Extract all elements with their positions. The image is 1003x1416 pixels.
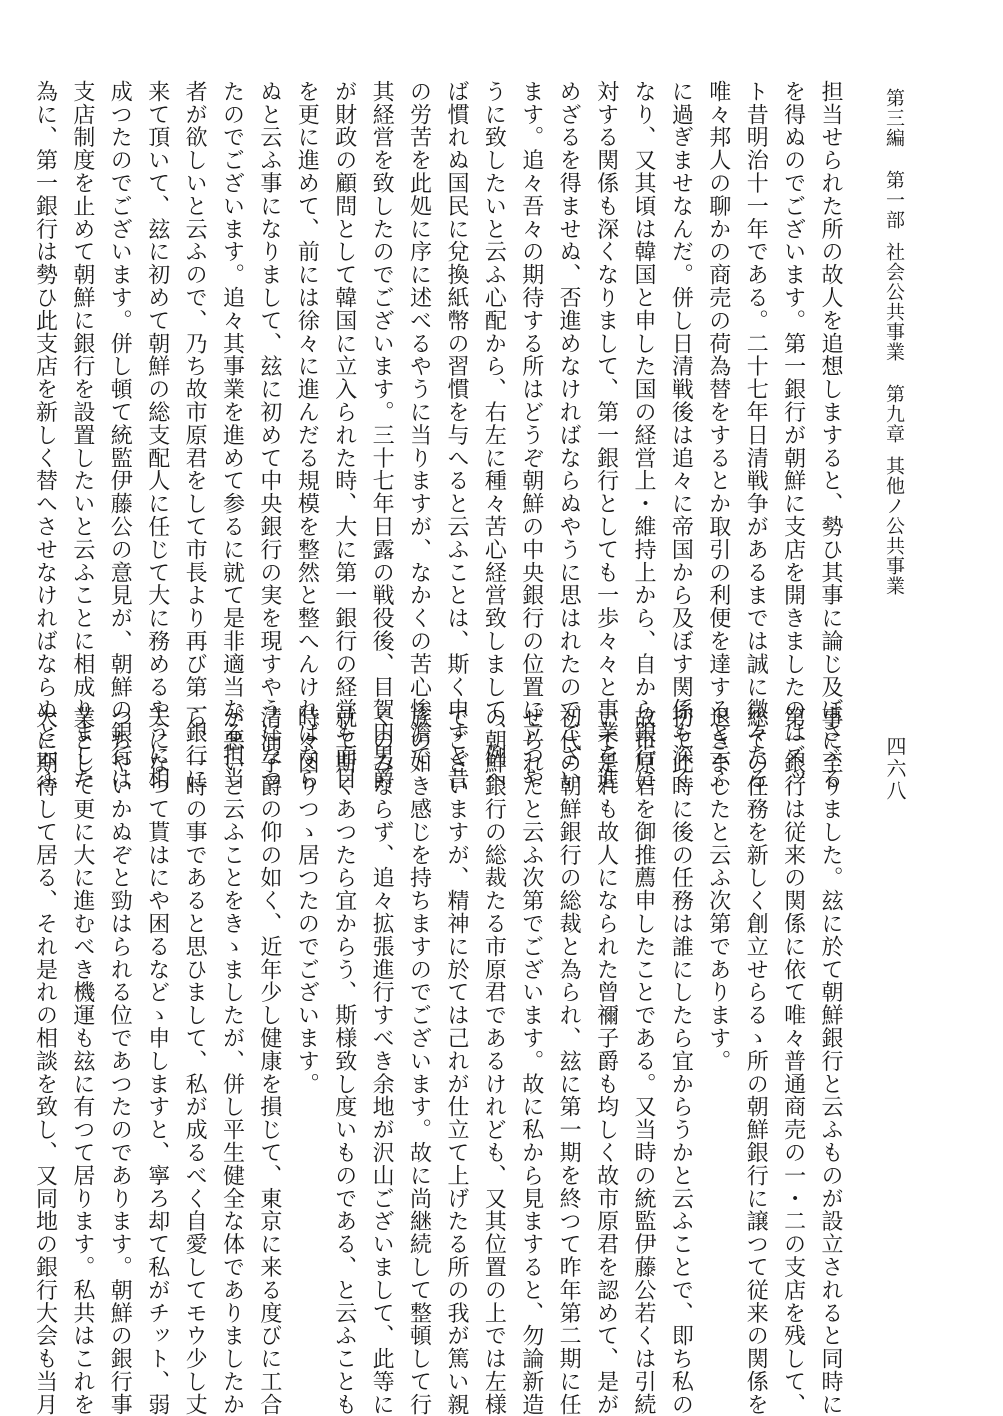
header-section-title: 社会公共事業: [883, 242, 905, 362]
text-column: ます。追々吾々の期待する所はどうぞ朝鮮の中央銀行の位置に立つや: [518, 80, 544, 790]
upper-text-block: [32, 80, 849, 790]
text-column: つちやいかぬぞと勁はられる位であつたのであります。朝鮮の銀行事: [107, 706, 133, 1416]
text-column: 為に、第一銀行は勢ひ此支店を新しく替へさせなければならぬと云ふ: [32, 80, 58, 790]
text-column: 担当せられた所の故人を追想しますると、勢ひ其事に論じ及ぼさゞる: [818, 80, 843, 790]
running-header: [880, 88, 908, 688]
text-column: 族の如き感じを持ちますのでございます。故に尚継続して整頓して行: [406, 706, 432, 1416]
header-chapter: 第九章: [883, 384, 905, 444]
text-column: 故市原君を御推薦申したことである。又当時の統監伊藤公若くは引続: [630, 706, 656, 1416]
text-column: 清浦子爵の仰の如く、近年少し健康を損じて、東京に来る度びに工合: [256, 706, 282, 1416]
text-column: 扨て此時に後の任務は誰にしたら宜からうかと云ふことで、即ち私の: [668, 706, 694, 1416]
text-column: 総ての任務を新しく創立せらるゝ所の朝鮮銀行に譲つて従来の関係を: [743, 706, 769, 1416]
text-column: を更に進めて、前には徐々に進んだる規模を整然と整へんければなら: [294, 80, 320, 790]
text-column: ば慣れぬ国民に兌換紙幣の習慣を与へると云ふことは、斯く申すと昔: [443, 80, 469, 790]
header-section: 第一部: [883, 170, 905, 230]
text-column: に過ぎませなんだ。併し日清戦後は追々に帝国から及ぼす関係も深く: [668, 80, 694, 790]
text-column: たのでございます。追々其事業を進めて参るに就て是非適当なる担当: [219, 80, 245, 790]
text-column: 者が欲しいと云ふので、乃ち故市原君をして市長より再び第一銀行に: [182, 80, 208, 790]
text-column: 退きましたと云ふ次第であります。: [705, 706, 731, 1073]
text-column: 支店制度を止めて朝鮮に銀行を設置したいと云ふことに相成りました: [69, 80, 95, 790]
text-column: 就て斯くあつたら宜からう、斯様致し度いものである、と云ふことも: [331, 706, 357, 1416]
text-column: 初代の朝鮮銀行の総裁と為られ、玆に第一期を終つて昨年第二期に任: [556, 706, 582, 1416]
text-column: が財政の顧問として韓国に立入られた時、大に第一銀行の経営も面目: [331, 80, 357, 790]
text-column: めざるを得ませぬ、否進めなければならぬやうに思はれたのでござい: [556, 80, 582, 790]
text-column: 成つたのでございます。併し頓て統監伊藤公の意見が、朝鮮の銀行は: [107, 80, 133, 790]
text-column: 対する関係も深くなりまして、第一銀行としても一歩々々と事業を進: [593, 80, 619, 790]
text-column: ぜられたと云ふ次第でございます。故に私から見ますると、勿論新造: [518, 706, 544, 1416]
text-column: の朝鮮銀行の総裁たる市原君であるけれども、又其位置の上では左様: [481, 706, 507, 1416]
text-column: なり、又其頃は韓国と申した国の経営上・維持上から、自から銀行に: [630, 80, 656, 790]
page-number: 四六八: [883, 736, 907, 802]
header-part: 第三編: [883, 88, 905, 148]
text-column: 時々図りつゝ居つたのでございます。: [294, 706, 320, 1096]
text-column: いて是れも故人になられた曾禰子爵も均しく故市原君を認めて、是が: [593, 706, 619, 1416]
text-column: の労苦を此処に序に述べるやうに当りますが、なかくの苦心惨澹で: [406, 80, 432, 767]
lower-text-block: [32, 706, 849, 1416]
header-chapter-title: 其他ノ公共事業: [883, 456, 905, 596]
text-column: ト昔明治十一年である。二十七年日清戦争があるまでは誠に微々たる: [743, 80, 769, 790]
text-column: ら、一時の事であると思ひまして、私が成るべく自愛してモウ少し丈: [182, 706, 208, 1416]
text-column: 業として更に大に進むべき機運も玆に有つて居ります。私共はこれを: [69, 706, 95, 1416]
text-column: 唯々邦人の聊かの商売の荷為替をするとか取引の利便を達すると云ふ: [705, 80, 731, 790]
text-column: 其経営を致したのでございます。三十七年日露の戦役後、目賀田男爵: [369, 80, 395, 790]
text-column: でございますが、精神に於ては己れが仕立て上げたる所の我が篤い親: [443, 706, 469, 1416]
text-column: 夫になつて貰はにや困るなどゝ申しますと、寧ろ却て私がチット、弱: [144, 706, 170, 1416]
text-column: うに致したいと云ふ心配から、右左に種々苦心経営致しまして、例へ: [481, 80, 507, 790]
text-column: 大に期待して居る、それ是れの相談を致し、又同地の銀行大会も当月: [32, 706, 58, 1416]
text-column: くのみならず、追々拡張進行すべき余地が沢山ございまして、此等に: [369, 706, 395, 1416]
text-column: ぬと云ふ事になりまして、玆に初めて中央銀行の実を現すやうになつ: [256, 80, 282, 790]
text-column: 来て頂いて、玆に初めて朝鮮の総支配人に任じて大に務めるやうに相: [144, 80, 170, 790]
text-column: 第一銀行は従来の関係に依て唯々普通商売の一・二の支店を残して、: [780, 706, 806, 1416]
text-column: が悪いと云ふことをきゝましたが、併し平生健全な体でありましたか: [219, 706, 245, 1416]
text-column: 事に至りました。玆に於て朝鮮銀行と云ふものが設立されると同時に: [818, 706, 843, 1416]
text-column: を得ぬのでございます。第一銀行が朝鮮に支店を開きましたのはズッ: [780, 80, 806, 790]
